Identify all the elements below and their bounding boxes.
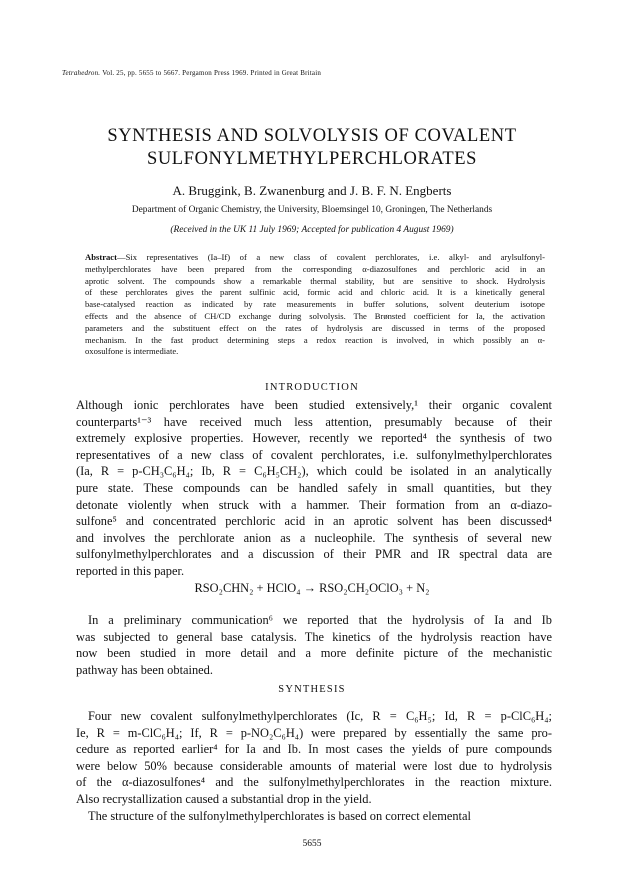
text-line: parameters and the substituent effect on the rates of hydrolysis are discussed in terms of the proposed [85,322,545,333]
text-line: of the α-diazosulfones⁴ and the sulfonylmethylperchlorates in the reaction mixture. [76,775,552,790]
text-line: detonate violently when struck with a hammer. Their formation from an α-diazo- [76,497,552,512]
journal-citation [62,69,321,77]
abstract-label: Abstract [85,252,117,262]
text-line: mechanism. In the fast product determining steps a redox reaction is involved, in which possibly an α- [85,334,545,345]
text-line: were below 50% because considerable amounts of material were lost due to hydrolysis [76,758,552,773]
section-heading-introduction: INTRODUCTION [265,382,359,393]
text-line: Four new covalent sulfonylmethylperchlorates (Ic, R = C₆H₅; Id, R = p-ClC₆H₄; [88,709,552,723]
affiliation: Department of Organic Chemistry, the University, Bloemsingel 10, Groningen, The Netherlands [131,205,493,215]
text-line: base-catalysed reaction as indicated by rate measurements in buffer solutions, solvent deuterium isotope [85,299,545,310]
paper-title-line-1: SYNTHESIS AND SOLVOLYSIS OF COVALENT [107,126,517,146]
journal-name: Tetrahedron. [62,69,101,77]
text-line: sulfone⁵ and concentrated perchloric acid in an aprotic solvent has been discussed⁴ [76,514,552,529]
synthesis-paragraph [76,708,552,824]
citation-details: Vol. 25, pp. 5655 to 5667. Pergamon Press 1969. Printed in Great Britain [102,69,322,77]
text-line: Although ionic perchlorates have been studied extensively,¹ their organic covalent [76,398,552,412]
text-line: cedure as reported earlier⁴ for Ia and Ib. In most cases the yields of pure compounds [76,742,552,757]
text-line: reported in this paper. [76,563,185,578]
abstract [85,252,545,358]
text-line: counterparts¹⁻³ have received much less attention, presumably because of their [76,414,552,429]
introduction-paragraph-1 [76,397,552,580]
paper-title-line-2: SULFONYLMETHYLPERCHLORATES [146,149,478,169]
text-line: Abstract—Six representatives (Ia–If) of a new class of covalent perchlorates, i.e. alkyl- and arylsulfonyl- [85,252,545,262]
text-line: Also recrystallization caused a substantial drop in the yield. [76,791,372,806]
page-number: 5655 [302,839,322,849]
received-dates: (Received in the UK 11 July 1969; Accepted for publication 4 August 1969) [170,225,454,235]
text-line: Ie, R = m-ClC₆H₄; If, R = p-NO₂C₆H₄) were prepared by essentially the same pro- [76,725,552,740]
section-heading-synthesis: SYNTHESIS [278,684,346,695]
text-line: pathway has been obtained. [76,662,213,677]
text-line: effects and the absence of CH/CD exchange during solvolysis. The Brønsted coefficient for Ia, the activation [85,310,545,321]
text-line: In a preliminary communication⁶ we reported that the hydrolysis of Ia and Ib [88,613,552,627]
reaction-equation: RSO₂CHN₂ + HClO₄ → RSO₂CH₂OClO₃ + N₂ [194,581,430,595]
text-line: was subjected to general base catalysis. The kinetics of the hydrolysis reaction have [76,629,552,644]
introduction-paragraph-2 [76,612,552,678]
text-line: methylperchlorates have been prepared from the corresponding α-diazosulfones and perchloric acid in an [85,263,545,274]
text-line: The structure of the sulfonylmethylperchlorates is based on correct elemental [88,808,471,823]
text-line: of these perchlorates gives the parent sulfinic acid, formic acid and chloric acid. It is a kinetically general [85,287,545,298]
text-line: pure state. These compounds can be handled safely in small quantities, but they [76,480,552,495]
text-line: extremely explosive properties. However, recently we reported⁴ the synthesis of two [76,431,552,446]
text-line: aprotic solvent. The compounds show a remarkable thermal stability, but are sensitive to shock. Hydrolysis [85,275,545,286]
text-line: sulfonylmethylperchlorates and a discussion of their PMR and IR spectral data are [76,547,552,562]
text-line: oxosulfone is intermediate. [85,346,179,357]
text-line: (Ia, R = p-CH₃C₆H₄; Ib, R = C₆H₅CH₂), which could be isolated in an analytically [76,464,552,479]
text-line: representatives of a new class of covalent perchlorates, i.e. sulfonylmethylperchlorates [76,447,552,462]
text-line: now been studied in more detail and a more definite picture of the mechanistic [76,646,552,661]
text-line: and involves the perchlorate anion as a nucleophile. The synthesis of several new [76,530,552,545]
author-list: A. Bruggink, B. Zwanenburg and J. B. F. N. Engberts [172,183,452,198]
